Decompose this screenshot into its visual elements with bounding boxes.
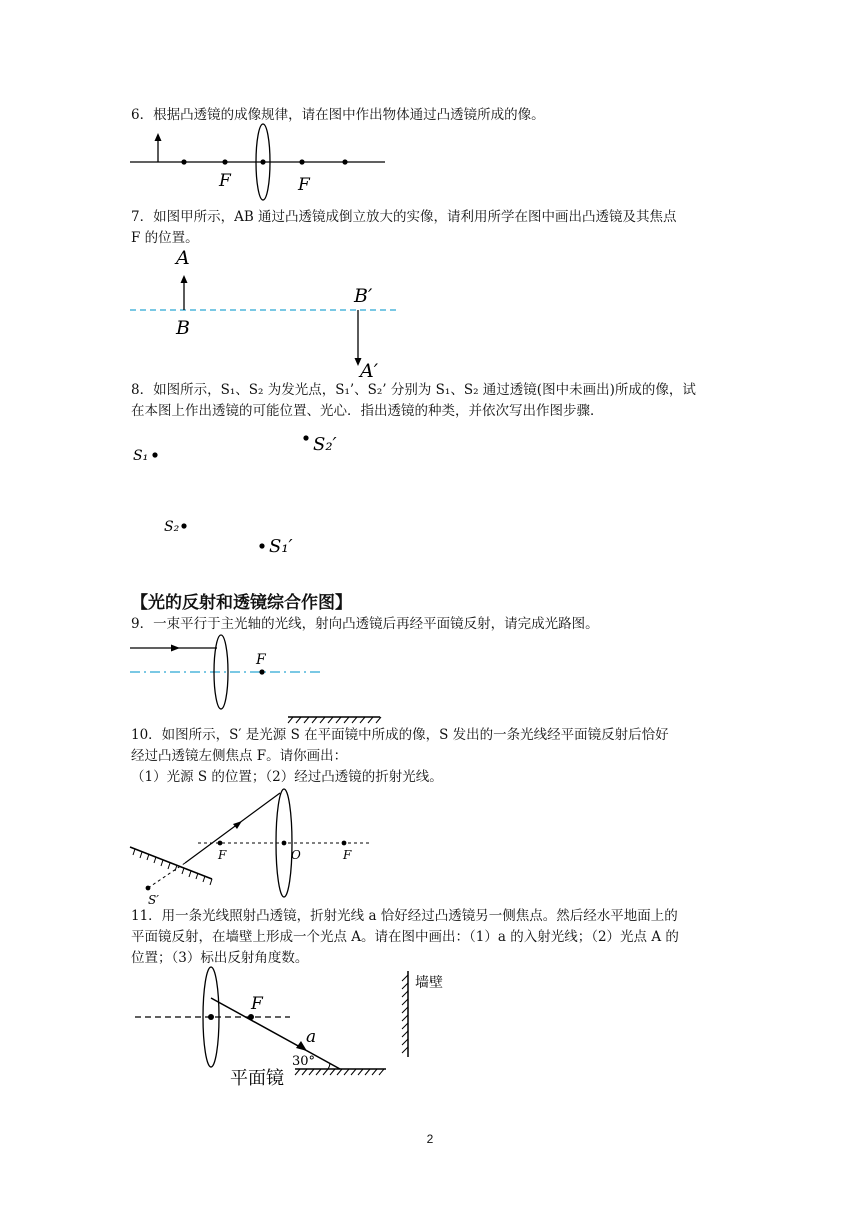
q6-optical-center [260,159,265,164]
q10-focus-right [342,841,347,846]
q10-ray-arrow [233,821,242,829]
q9-figure [130,630,390,725]
q11-wall-hatching [402,975,408,1053]
q10-label-f-right: F [343,848,352,862]
q10-virtual-ray [148,863,185,888]
question-7-line1: 7．如图甲所示，AB 通过凸透镜成倒立放大的实像，请利用所学在图中画出凸透镜及其焦点 [131,209,677,225]
q8-point-s1-prime [259,543,264,548]
q7-label-a-prime: A′ [360,360,379,382]
q9-mirror-hatching [288,717,381,723]
q8-point-s2-prime [303,435,308,440]
question-9-text: 9．一束平行于主光轴的光线，射向凸透镜后再经平面镜反射，请完成光路图。 [131,616,599,632]
q8-label-s2-prime: S₂′ [313,434,337,455]
q8-label-s2: S₂ [164,519,180,535]
q10-label-f-left: F [218,848,227,862]
q8-label-s1-prime: S₁′ [269,536,293,557]
q6-arrow-head [155,133,162,141]
q10-label-s-prime: S′ [148,893,159,907]
q7-figure [130,245,410,385]
q7-label-b-prime: B′ [354,285,373,307]
q8-label-s1: S₁ [133,448,149,464]
q10-figure [130,785,390,905]
q9-label-f: F [256,652,266,668]
q10-point-s-prime [146,886,151,891]
q10-focus-left [218,841,223,846]
question-11-line2: 平面镜反射，在墙壁上形成一个光点 A。请在图中画出：（1）a 的入射光线；（2）光点 A 的 [131,929,679,945]
page-number: 2 [426,1132,434,1146]
q7-arrow-head-a [181,275,188,283]
q6-point-2f-right [342,159,347,164]
q6-figure [130,122,390,202]
q6-point-2f-left [181,159,186,164]
question-6-text: 6．根据凸透镜的成像规律，请在图中作出物体通过凸透镜所成的像。 [131,107,545,123]
question-8-line1: 8．如图所示，S₁、S₂ 为发光点，S₁’、S₂’ 分别为 S₁、S₂ 通过透镜(图中未画出)所成的像，试 [131,382,696,398]
q6-focus-left [222,159,227,164]
q8-point-s1 [152,452,157,457]
q10-label-o: O [291,848,301,862]
q10-reflected-ray [185,793,280,863]
q6-label-f-right: F [298,175,310,195]
section-title: 【光的反射和透镜综合作图】 [131,593,352,613]
q11-label-angle: 30° [292,1054,316,1069]
question-10-line3: （1）光源 S 的位置；（2）经过凸透镜的折射光线。 [131,769,443,785]
q11-figure [130,965,460,1095]
question-7-line2: F 的位置。 [131,230,199,246]
question-11-line3: 位置；（3）标出反射角度数。 [131,950,309,966]
question-10-line1: 10．如图所示，S′ 是光源 S 在平面镜中所成的像，S 发出的一条光线经平面镜反射后恰好 [131,727,669,743]
q11-label-mirror: 平面镜 [230,1068,284,1089]
q6-label-f-left: F [219,171,231,191]
q7-label-a: A [176,247,190,269]
q11-label-f: F [251,994,263,1014]
question-11-line1: 11．用一条光线照射凸透镜，折射光线 a 恰好经过凸透镜另一侧焦点。然后经水平地面上的 [131,908,678,924]
q7-label-b: B [176,317,190,339]
q11-label-a: a [306,1027,317,1047]
q9-ray-arrow [171,645,180,652]
q11-refracted-ray-a [211,998,340,1069]
q11-mirror-hatching [295,1069,384,1075]
q8-point-s2 [181,523,186,528]
q10-optical-center [282,841,287,846]
q8-figure [130,420,370,565]
q10-mirror-hatching [133,849,212,885]
question-10-line2: 经过凸透镜左侧焦点 F。请你画出： [131,748,348,764]
q11-angle-arc [328,1063,330,1069]
q11-optical-center [208,1014,214,1020]
q11-label-wall: 墙壁 [415,975,443,991]
q6-focus-right [299,159,304,164]
q9-focus-point [259,669,264,674]
question-8-line2: 在本图上作出透镜的可能位置、光心．指出透镜的种类，并依次写出作图步骤． [131,403,604,419]
